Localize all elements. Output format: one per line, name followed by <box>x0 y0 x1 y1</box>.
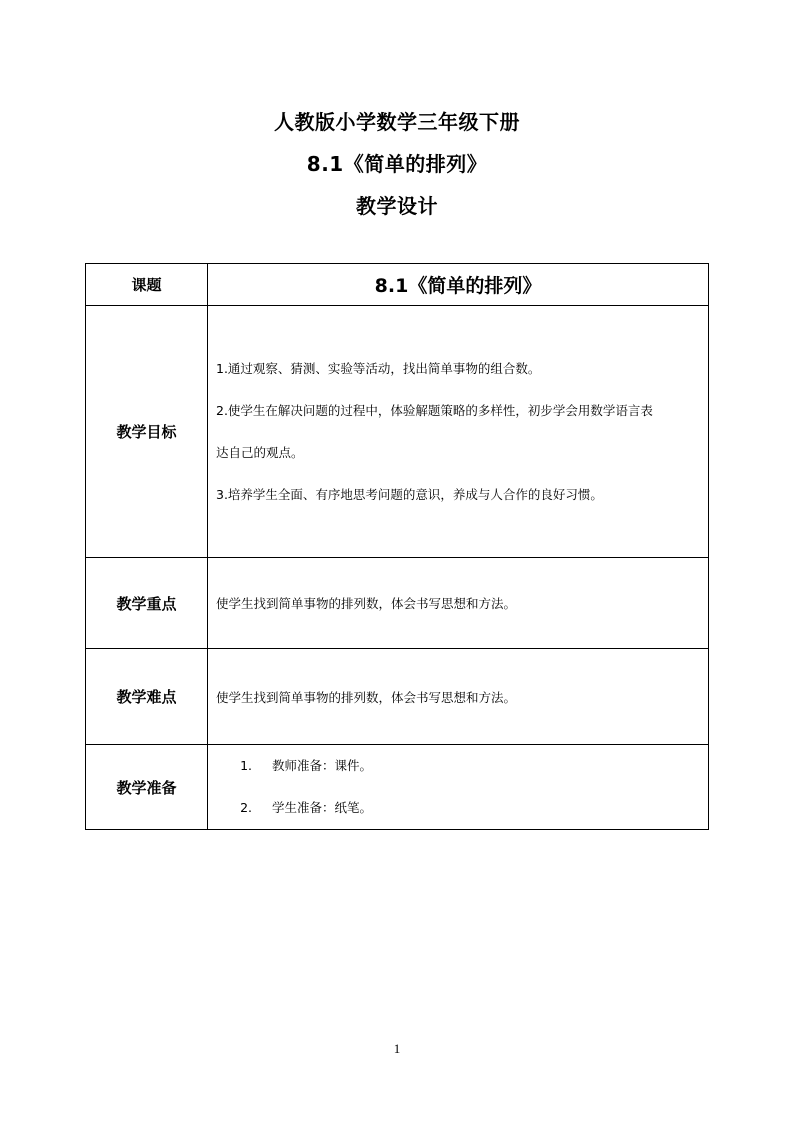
list-item <box>216 787 704 829</box>
document-type-heading: 教学设计 <box>356 194 438 218</box>
list-item-number: 2. <box>240 800 252 815</box>
table-row-title <box>86 264 709 306</box>
topic-label: 课题 <box>86 264 208 306</box>
list-item-text: 学生准备：纸笔。 <box>272 800 373 815</box>
difficulties-label: 教学难点 <box>86 649 208 745</box>
goal-line-1: 1.通过观察、猜测、实验等活动，找出简单事物的组合数。 <box>216 360 541 376</box>
table-row-key-points <box>86 558 709 649</box>
goals-content <box>208 306 709 558</box>
key-points-label: 教学重点 <box>86 558 208 649</box>
goal-line-2: 2.使学生在解决问题的过程中，体验解题策略的多样性，初步学会用数学语言表 <box>216 402 653 418</box>
difficulties-value: 使学生找到简单事物的排列数，体会书写思想和方法。 <box>208 649 709 745</box>
table-row-difficulties <box>86 649 709 745</box>
preparation-content <box>208 745 709 830</box>
goals-label: 教学目标 <box>86 306 208 558</box>
key-points-value: 使学生找到简单事物的排列数，体会书写思想和方法。 <box>208 558 709 649</box>
list-item-text: 教师准备：课件。 <box>272 758 373 773</box>
document-title: 人教版小学数学三年级下册 <box>274 110 520 134</box>
lesson-plan-table <box>85 263 709 830</box>
table-row-preparation <box>86 745 709 830</box>
topic-value: 8.1《简单的排列》 <box>374 275 542 297</box>
list-item <box>216 745 704 787</box>
lesson-subtitle: 8.1《简单的排列》 <box>306 152 488 176</box>
page-number: 1 <box>393 1041 401 1056</box>
table-row-goals <box>86 306 709 558</box>
list-item-number: 1. <box>240 758 252 773</box>
goal-line-4: 3.培养学生全面、有序地思考问题的意识，养成与人合作的良好习惯。 <box>216 486 603 502</box>
goal-line-3: 达自己的观点。 <box>216 444 304 460</box>
preparation-label: 教学准备 <box>86 745 208 830</box>
topic-value-cell <box>208 264 709 306</box>
